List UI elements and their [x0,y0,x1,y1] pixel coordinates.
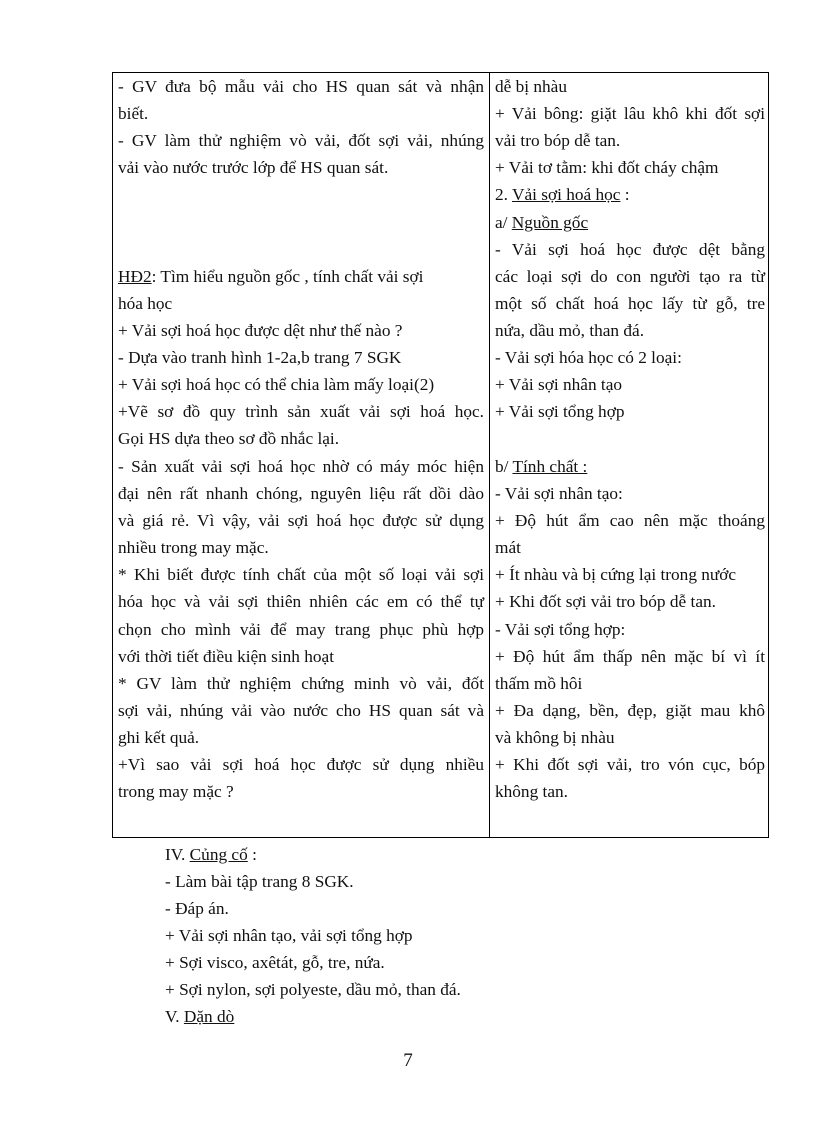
right-line: vải tro bóp dễ tan. [495,131,621,150]
left-line: - Sản xuất vải sợi hoá học nhờ có máy móc hiện [118,457,484,476]
right-line: + Khi đốt sợi vải, tro vón cục, bóp [495,755,765,774]
activity-label: HĐ2 [118,267,152,286]
consolidation-line: + Vải sợi nhân tạo, vải sợi tổng hợp [165,926,413,945]
section-number: IV. [165,845,190,864]
right-line: + Ít nhàu và bị cứng lại trong nước [495,565,737,584]
right-heading-origin [495,210,765,236]
left-line-activity-heading [118,264,484,290]
column-divider [489,73,490,837]
right-line: các loại sợi do con người tạo ra từ [495,267,765,286]
lesson-table [112,72,769,838]
right-line: - Vải sợi tổng hợp: [495,620,626,639]
left-line: hóa học và vải sợi thiên nhiên các em có thể tự [118,592,484,611]
right-line: + Đa dạng, bền, đẹp, giặt mau khô [495,701,765,720]
subsection-letter: b/ [495,457,513,476]
section-colon: : [247,845,257,864]
right-line: mát [495,538,521,557]
left-line: hóa học [118,294,173,313]
consolidation-line: - Đáp án. [165,899,229,918]
left-line: * Khi biết được tính chất của một số loại vải sợi [118,565,484,584]
left-line: biết. [118,104,149,123]
left-line: đại nên rất nhanh chóng, nguyên liệu rất dồi dào [118,484,484,503]
left-line: * GV làm thử nghiệm chứng minh vò vải, đốt [118,674,484,693]
right-line: và không bị nhàu [495,728,615,747]
left-line: nhiều trong may mặc. [118,538,269,557]
left-line: với thời tiết điều kiện sinh hoạt [118,647,335,666]
section-number: V. [165,1007,184,1026]
activity-title: : Tìm hiểu nguồn gốc , tính chất vải sợi [151,267,424,286]
left-line: + Vải sợi hoá học được dệt như thế nào ? [118,321,403,340]
section-colon: : [620,185,630,204]
right-line: nứa, dầu mỏ, than đá. [495,321,645,340]
right-line: + Độ hút ẩm thấp nên mặc bí vì ít [495,647,765,666]
left-line: và giá rẻ. Vì vậy, vải sợi hoá học được sử dụng [118,511,484,530]
consolidation-line: + Sợi visco, axêtát, gỗ, tre, nứa. [165,953,385,972]
right-line: + Độ hút ẩm cao nên mặc thoáng [495,511,765,530]
section-v-heading [165,1004,665,1030]
section-title: Dặn dò [183,1007,235,1026]
right-line: - Vải sợi nhân tạo: [495,484,623,503]
right-line: - Vải sợi hóa học có 2 loại: [495,348,682,367]
left-line: - GV đưa bộ mẫu vải cho HS quan sát và nhận [118,77,484,96]
right-line: một số chất hoá học lấy từ gỗ, tre [495,294,765,313]
right-line: + Vải bông: giặt lâu khô khi đốt sợi [495,104,765,123]
left-line: +Vì sao vải sợi hoá học được sử dụng nhiều [118,755,484,774]
left-line: - Dựa vào tranh hình 1-2a,b trang 7 SGK [118,348,402,367]
right-heading-section-2 [495,182,765,208]
right-line: - Vải sợi hoá học được dệt bằng [495,240,765,259]
consolidation-line: + Sợi nylon, sợi polyeste, dầu mỏ, than đá. [165,980,461,999]
section-title: Vải sợi hoá học [511,185,621,204]
right-heading-properties [495,454,765,480]
section-iv-heading [165,842,665,868]
right-line: + Vải sợi nhân tạo [495,375,623,394]
right-line: + Vải tơ tằm: khi đốt cháy chậm [495,158,719,177]
left-line: Gọi HS dựa theo sơ đồ nhắc lại. [118,429,340,448]
left-line: + Vải sợi hoá học có thể chia làm mấy loại(2) [118,375,435,394]
left-line: sợi vải, nhúng vải vào nước cho HS quan sát và [118,701,484,720]
subsection-letter: a/ [495,213,512,232]
right-line: thấm mồ hôi [495,674,583,693]
left-line: vải vào nước trước lớp để HS quan sát. [118,158,389,177]
subsection-title: Tính chất : [512,457,588,476]
page-number: 7 [403,1050,413,1071]
left-line: ghi kết quả. [118,728,200,747]
section-title: Củng cố [189,845,248,864]
right-line: + Vải sợi tổng hợp [495,402,625,421]
left-line: trong may mặc ? [118,782,234,801]
left-line: +Vẽ sơ đồ quy trình sản xuất vải sợi hoá học. [118,402,484,421]
left-line: - GV làm thử nghiệm vò vải, đốt sợi vải, nhúng [118,131,484,150]
right-line: không tan. [495,782,568,801]
subsection-title: Nguồn gốc [511,213,589,232]
left-line: chọn cho mình vải để may trang phục phù hợp [118,620,484,639]
consolidation-line: - Làm bài tập trang 8 SGK. [165,872,354,891]
section-number: 2. [495,185,512,204]
right-line: + Khi đốt sợi vải tro bóp dễ tan. [495,592,716,611]
right-line: dễ bị nhàu [495,77,567,96]
